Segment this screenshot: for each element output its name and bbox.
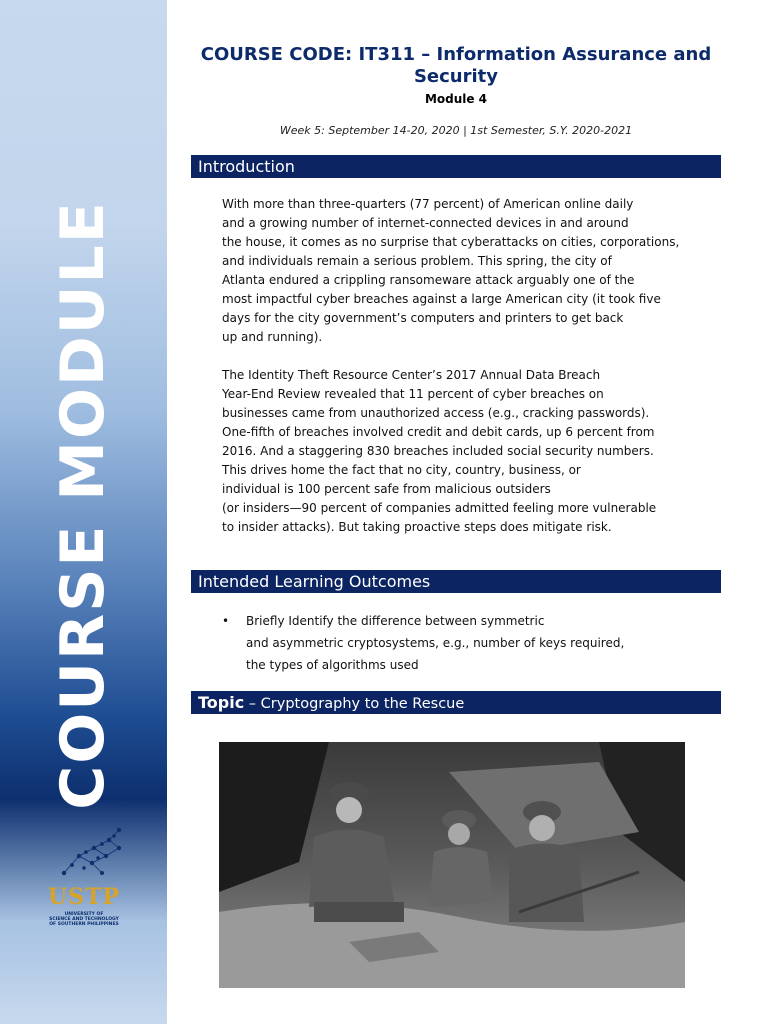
- logo-subtitle: UNIVERSITY OF SCIENCE AND TECHNOLOGY OF SOUTHERN PHILIPPINES: [49, 912, 119, 927]
- sidebar-banner: [0, 0, 167, 1024]
- module-label: Module 4: [424, 92, 488, 106]
- topic-title: – Cryptography to the Rescue: [244, 696, 465, 712]
- bullet-icon: •: [222, 614, 230, 628]
- week-info: Week 5: September 14-20, 2020 | 1st Semester, S.Y. 2020-2021: [279, 124, 633, 137]
- introduction-paragraph-1: With more than three-quarters (77 percent) of American online daily and a growing number of internet-connected devices in and around the house, it comes as no surprise that cyberattacks on cities, corporations, and individuals remain a serious problem. This spring, the city of Atlanta endured a crippling ransomeware attack arguably one of the most impactful cyber breaches against a large American city (it took five days for the city government’s computers and printers to get back up and running).: [222, 197, 680, 344]
- logo-wordmark: USTP: [48, 884, 120, 910]
- introduction-heading: Introduction: [191, 155, 721, 178]
- introduction-paragraph-2: The Identity Theft Resource Center’s 2017 Annual Data Breach Year-End Review revealed that 11 percent of cyber breaches on businesses came from unauthorized access (e.g., cracking passwords). One-fifth of breaches involved credit and debit cards, up 6 percent from 2016. And a staggering 830 breaches included social security numbers. This drives home the fact that no city, country, business, or individual is 100 percent safe from malicious outsiders (or insiders—90 percent of companies admitted feeling more vulnerable to insider attacks). But taking proactive steps does mitigate risk.: [222, 368, 657, 534]
- sidebar-title: COURSE MODULE: [48, 200, 118, 810]
- historical-photo: [219, 742, 685, 988]
- topic-label: Topic: [198, 693, 245, 712]
- course-code-title: COURSE CODE: IT311 – Information Assurance and Security: [200, 44, 712, 87]
- outcomes-heading: Intended Learning Outcomes: [191, 570, 721, 593]
- topic-heading: [191, 691, 721, 714]
